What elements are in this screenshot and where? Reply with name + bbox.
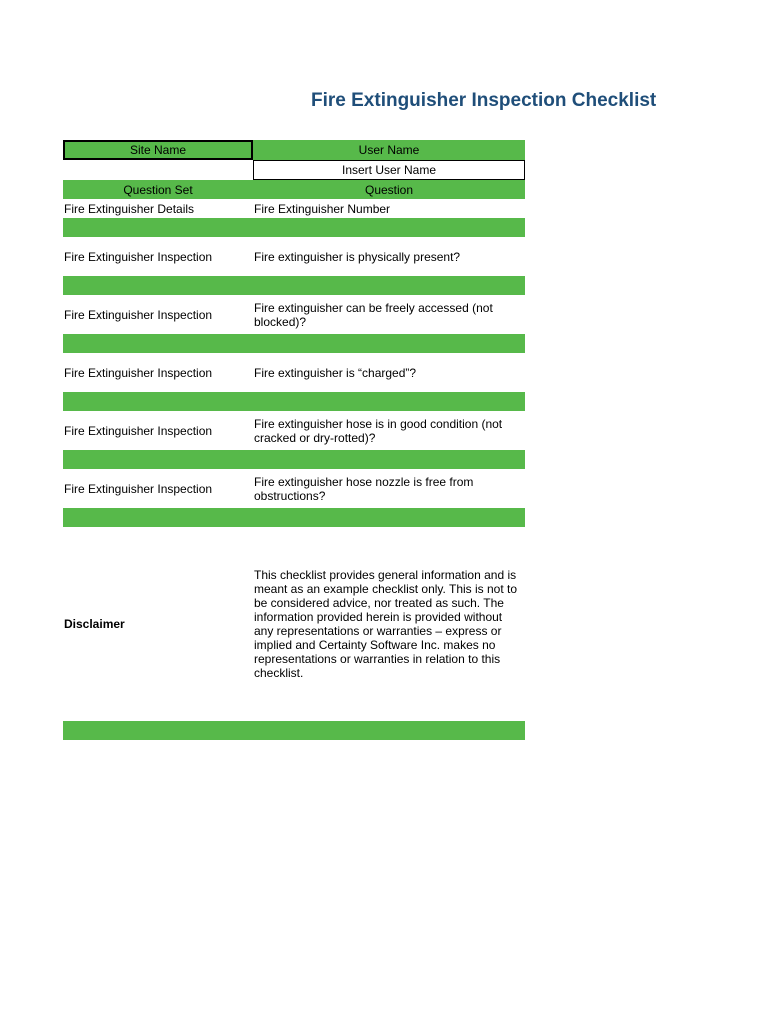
header-row	[63, 140, 525, 160]
user-name-header: User Name	[253, 140, 525, 160]
question-row	[63, 411, 525, 450]
answer-row[interactable]	[63, 392, 525, 411]
checklist-sheet	[63, 140, 525, 740]
answer-row[interactable]	[63, 450, 525, 469]
question-row	[63, 237, 525, 276]
question-set-cell: Fire Extinguisher Inspection	[64, 365, 213, 380]
question-set-cell: Fire Extinguisher Inspection	[64, 249, 213, 264]
question-header: Question	[253, 180, 525, 199]
site-name-header[interactable]: Site Name	[63, 140, 253, 160]
question-cell: Fire extinguisher is physically present?	[254, 249, 461, 264]
question-set-cell: Fire Extinguisher Inspection	[64, 307, 213, 322]
answer-row[interactable]	[63, 334, 525, 353]
question-row	[63, 295, 525, 334]
disclaimer-row	[63, 527, 525, 721]
column-header-row	[63, 180, 525, 199]
empty-cell	[63, 160, 253, 180]
question-set-cell: Fire Extinguisher Inspection	[64, 423, 213, 438]
question-row	[63, 469, 525, 508]
question-cell: Fire extinguisher hose is in good condition (not cracked or dry-rotted)?	[254, 416, 503, 445]
answer-row[interactable]	[63, 276, 525, 295]
title-clip	[253, 88, 657, 122]
question-set-cell: Fire Extinguisher Details	[64, 201, 195, 216]
question-cell: Fire Extinguisher Number	[254, 201, 391, 216]
disclaimer-label: Disclaimer	[64, 617, 125, 631]
user-name-row	[63, 160, 525, 180]
question-set-cell: Fire Extinguisher Inspection	[64, 481, 213, 496]
question-cell: Fire extinguisher hose nozzle is free from obstructions?	[254, 474, 474, 503]
answer-row[interactable]	[63, 218, 525, 237]
footer-bar	[63, 721, 525, 740]
user-name-input[interactable]: Insert User Name	[253, 160, 525, 180]
question-row	[63, 353, 525, 392]
question-row	[63, 199, 525, 218]
question-cell: Fire extinguisher can be freely accessed (not blocked)?	[254, 300, 493, 329]
question-set-header: Question Set	[63, 180, 253, 199]
page-title: Fire Extinguisher Inspection Checklist	[311, 90, 657, 111]
disclaimer-text: This checklist provides general information and is meant as an example checklist only. This is not to be considered advice, nor treated as such. The information provided herein is provided without any representations or warranties – express or implied and Certainty Software Inc. makes no representations or warranties in relation to this checklist.	[254, 568, 518, 680]
question-cell: Fire extinguisher is “charged”?	[254, 365, 417, 380]
answer-row[interactable]	[63, 508, 525, 527]
